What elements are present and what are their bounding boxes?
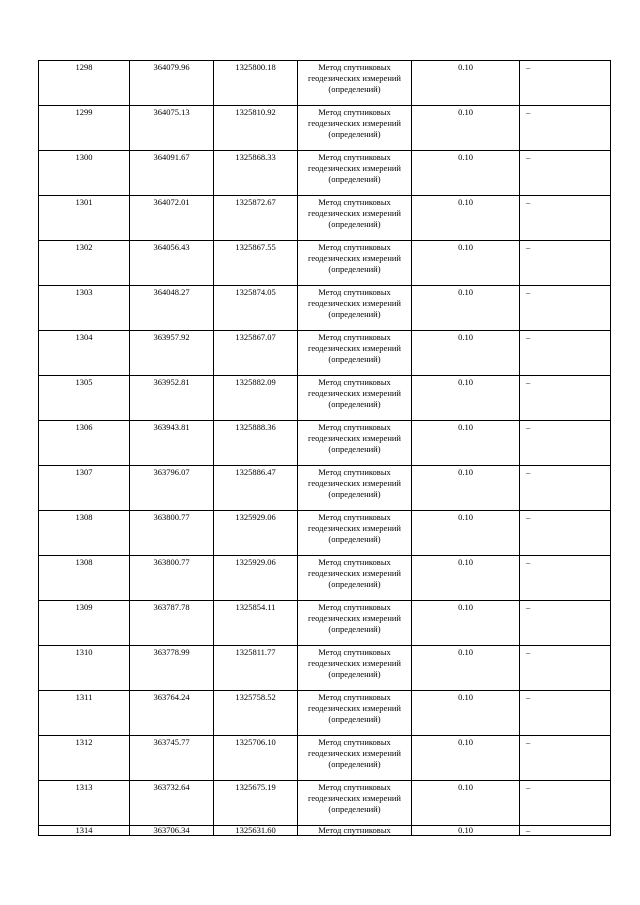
accuracy-cell: 0.10 xyxy=(412,466,520,511)
accuracy-cell: 0.10 xyxy=(412,286,520,331)
y-coordinate-cell: 1325758.52 xyxy=(214,691,298,736)
table-row xyxy=(39,646,611,691)
y-coordinate-cell: 1325929.06 xyxy=(214,511,298,556)
method-cell: Метод спутниковых геодезических измерений (определений) xyxy=(298,241,412,286)
accuracy-cell: 0.10 xyxy=(412,826,520,836)
description-cell: – xyxy=(520,151,611,196)
accuracy-cell: 0.10 xyxy=(412,376,520,421)
accuracy-cell: 0.10 xyxy=(412,511,520,556)
y-coordinate-cell: 1325867.07 xyxy=(214,331,298,376)
accuracy-cell: 0.10 xyxy=(412,601,520,646)
method-cell: Метод спутниковых геодезических измерений (определений) xyxy=(298,556,412,601)
accuracy-cell: 0.10 xyxy=(412,106,520,151)
table-row xyxy=(39,421,611,466)
table-row xyxy=(39,151,611,196)
method-cell: Метод спутниковых геодезических измерений (определений) xyxy=(298,466,412,511)
description-cell: – xyxy=(520,826,611,836)
y-coordinate-cell: 1325811.77 xyxy=(214,646,298,691)
table-row xyxy=(39,466,611,511)
point-number-cell: 1305 xyxy=(39,376,130,421)
coordinates-table-body xyxy=(39,61,611,836)
table-row xyxy=(39,826,611,836)
description-cell: – xyxy=(520,241,611,286)
description-cell: – xyxy=(520,106,611,151)
point-number-cell: 1304 xyxy=(39,331,130,376)
point-number-cell: 1299 xyxy=(39,106,130,151)
accuracy-cell: 0.10 xyxy=(412,61,520,106)
x-coordinate-cell: 363800.77 xyxy=(130,511,214,556)
description-cell: – xyxy=(520,601,611,646)
method-cell: Метод спутниковых xyxy=(298,826,412,836)
y-coordinate-cell: 1325854.11 xyxy=(214,601,298,646)
y-coordinate-cell: 1325872.67 xyxy=(214,196,298,241)
y-coordinate-cell: 1325888.36 xyxy=(214,421,298,466)
accuracy-cell: 0.10 xyxy=(412,646,520,691)
description-cell: – xyxy=(520,196,611,241)
table-row xyxy=(39,781,611,826)
description-cell: – xyxy=(520,466,611,511)
description-cell: – xyxy=(520,691,611,736)
table-row xyxy=(39,106,611,151)
x-coordinate-cell: 363732.64 xyxy=(130,781,214,826)
table-row xyxy=(39,61,611,106)
table-row xyxy=(39,511,611,556)
method-cell: Метод спутниковых геодезических измерений (определений) xyxy=(298,286,412,331)
description-cell: – xyxy=(520,556,611,601)
x-coordinate-cell: 363745.77 xyxy=(130,736,214,781)
y-coordinate-cell: 1325868.33 xyxy=(214,151,298,196)
description-cell: – xyxy=(520,736,611,781)
x-coordinate-cell: 364048.27 xyxy=(130,286,214,331)
point-number-cell: 1303 xyxy=(39,286,130,331)
table-row xyxy=(39,376,611,421)
x-coordinate-cell: 363943.81 xyxy=(130,421,214,466)
x-coordinate-cell: 364072.01 xyxy=(130,196,214,241)
x-coordinate-cell: 363796.07 xyxy=(130,466,214,511)
table-row xyxy=(39,286,611,331)
point-number-cell: 1312 xyxy=(39,736,130,781)
coordinates-table xyxy=(38,60,611,836)
description-cell: – xyxy=(520,421,611,466)
accuracy-cell: 0.10 xyxy=(412,241,520,286)
accuracy-cell: 0.10 xyxy=(412,331,520,376)
y-coordinate-cell: 1325631.60 xyxy=(214,826,298,836)
table-row xyxy=(39,331,611,376)
y-coordinate-cell: 1325886.47 xyxy=(214,466,298,511)
table-row xyxy=(39,736,611,781)
y-coordinate-cell: 1325929.06 xyxy=(214,556,298,601)
x-coordinate-cell: 364075.13 xyxy=(130,106,214,151)
y-coordinate-cell: 1325810.92 xyxy=(214,106,298,151)
table-row xyxy=(39,691,611,736)
point-number-cell: 1302 xyxy=(39,241,130,286)
method-cell: Метод спутниковых геодезических измерений (определений) xyxy=(298,376,412,421)
method-cell: Метод спутниковых геодезических измерений (определений) xyxy=(298,421,412,466)
y-coordinate-cell: 1325882.09 xyxy=(214,376,298,421)
x-coordinate-cell: 363957.92 xyxy=(130,331,214,376)
description-cell: – xyxy=(520,376,611,421)
table-row xyxy=(39,196,611,241)
description-cell: – xyxy=(520,61,611,106)
x-coordinate-cell: 363787.78 xyxy=(130,601,214,646)
x-coordinate-cell: 364056.43 xyxy=(130,241,214,286)
x-coordinate-cell: 363764.24 xyxy=(130,691,214,736)
method-cell: Метод спутниковых геодезических измерений (определений) xyxy=(298,331,412,376)
accuracy-cell: 0.10 xyxy=(412,421,520,466)
point-number-cell: 1306 xyxy=(39,421,130,466)
method-cell: Метод спутниковых геодезических измерений (определений) xyxy=(298,196,412,241)
x-coordinate-cell: 363778.99 xyxy=(130,646,214,691)
point-number-cell: 1300 xyxy=(39,151,130,196)
method-cell: Метод спутниковых геодезических измерений (определений) xyxy=(298,151,412,196)
y-coordinate-cell: 1325874.05 xyxy=(214,286,298,331)
accuracy-cell: 0.10 xyxy=(412,196,520,241)
y-coordinate-cell: 1325867.55 xyxy=(214,241,298,286)
accuracy-cell: 0.10 xyxy=(412,736,520,781)
x-coordinate-cell: 363952.81 xyxy=(130,376,214,421)
table-row xyxy=(39,601,611,646)
accuracy-cell: 0.10 xyxy=(412,691,520,736)
point-number-cell: 1301 xyxy=(39,196,130,241)
description-cell: – xyxy=(520,286,611,331)
point-number-cell: 1310 xyxy=(39,646,130,691)
method-cell: Метод спутниковых геодезических измерений (определений) xyxy=(298,106,412,151)
description-cell: – xyxy=(520,781,611,826)
y-coordinate-cell: 1325800.18 xyxy=(214,61,298,106)
point-number-cell: 1313 xyxy=(39,781,130,826)
x-coordinate-cell: 363800.77 xyxy=(130,556,214,601)
point-number-cell: 1314 xyxy=(39,826,130,836)
table-row xyxy=(39,241,611,286)
method-cell: Метод спутниковых геодезических измерений (определений) xyxy=(298,61,412,106)
method-cell: Метод спутниковых геодезических измерений (определений) xyxy=(298,646,412,691)
description-cell: – xyxy=(520,511,611,556)
accuracy-cell: 0.10 xyxy=(412,151,520,196)
accuracy-cell: 0.10 xyxy=(412,781,520,826)
point-number-cell: 1307 xyxy=(39,466,130,511)
method-cell: Метод спутниковых геодезических измерений (определений) xyxy=(298,736,412,781)
method-cell: Метод спутниковых геодезических измерений (определений) xyxy=(298,511,412,556)
method-cell: Метод спутниковых геодезических измерений (определений) xyxy=(298,601,412,646)
point-number-cell: 1308 xyxy=(39,556,130,601)
point-number-cell: 1309 xyxy=(39,601,130,646)
point-number-cell: 1298 xyxy=(39,61,130,106)
point-number-cell: 1311 xyxy=(39,691,130,736)
y-coordinate-cell: 1325675.19 xyxy=(214,781,298,826)
description-cell: – xyxy=(520,331,611,376)
description-cell: – xyxy=(520,646,611,691)
y-coordinate-cell: 1325706.10 xyxy=(214,736,298,781)
point-number-cell: 1308 xyxy=(39,511,130,556)
table-row xyxy=(39,556,611,601)
method-cell: Метод спутниковых геодезических измерений (определений) xyxy=(298,691,412,736)
x-coordinate-cell: 364079.96 xyxy=(130,61,214,106)
x-coordinate-cell: 363706.34 xyxy=(130,826,214,836)
accuracy-cell: 0.10 xyxy=(412,556,520,601)
method-cell: Метод спутниковых геодезических измерений (определений) xyxy=(298,781,412,826)
x-coordinate-cell: 364091.67 xyxy=(130,151,214,196)
